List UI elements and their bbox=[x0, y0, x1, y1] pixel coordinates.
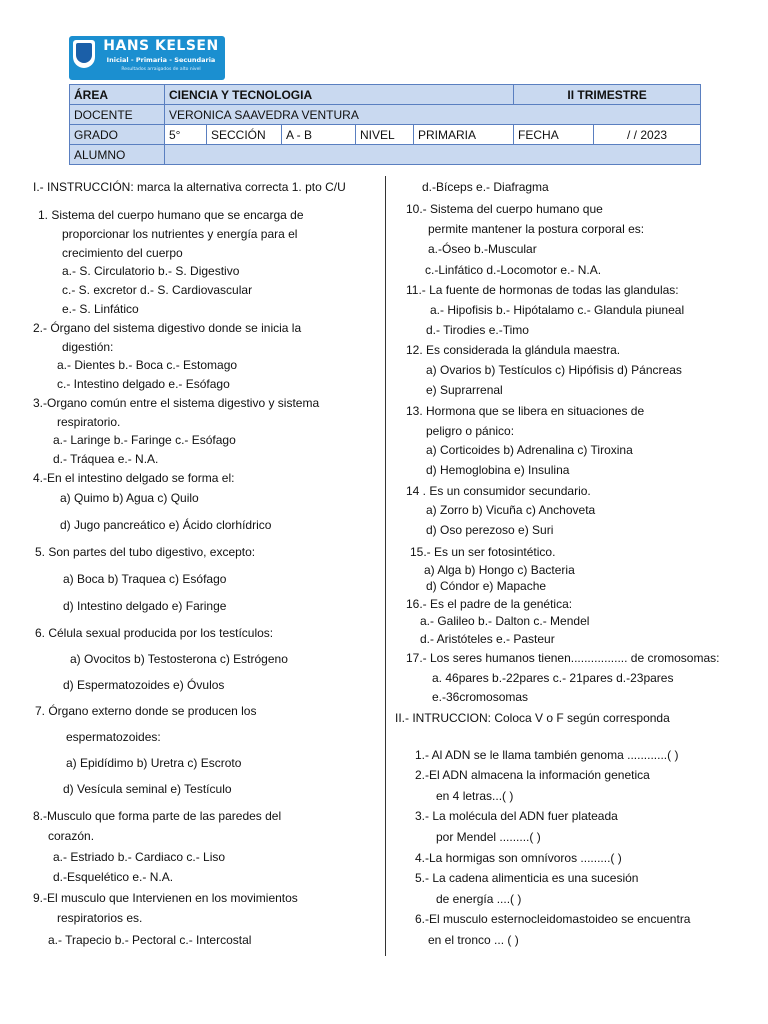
logo-title: HANS KELSEN bbox=[103, 38, 219, 54]
answer-options: a) Alga b) Hongo c) Bacteria bbox=[424, 563, 575, 577]
alumno-label: ALUMNO bbox=[70, 145, 165, 165]
column-divider bbox=[385, 176, 386, 956]
question-line: 2.- Órgano del sistema digestivo donde se inicia la bbox=[33, 321, 302, 335]
true-false-item: 1.- Al ADN se le llama también genoma ............( ) bbox=[415, 748, 679, 762]
answer-options: a.- Hipofisis b.- Hipótalamo c.- Glandula piuneal bbox=[430, 303, 685, 317]
question-line: peligro o pánico: bbox=[426, 424, 515, 438]
answer-options: e) Suprarrenal bbox=[426, 383, 503, 397]
answer-options: e.-36cromosomas bbox=[432, 690, 529, 704]
question-line: 5. Son partes del tubo digestivo, excepto: bbox=[35, 545, 256, 559]
area-value: CIENCIA Y TECNOLOGIA bbox=[165, 85, 514, 105]
answer-options: d) Oso perezoso e) Suri bbox=[426, 523, 554, 537]
school-logo bbox=[69, 36, 225, 80]
answer-options: d) Cóndor e) Mapache bbox=[426, 579, 547, 593]
header-table bbox=[69, 84, 701, 165]
question-line: permite mantener la postura corporal es: bbox=[428, 222, 645, 236]
answer-options: a) Corticoides b) Adrenalina c) Tiroxina bbox=[426, 443, 633, 457]
answer-options: a. 46pares b.-22pares c.- 21pares d.-23pares bbox=[432, 671, 674, 685]
answer-options: d) Jugo pancreático e) Ácido clorhídrico bbox=[60, 518, 272, 532]
question-line: 16.- Es el padre de la genética: bbox=[406, 597, 573, 611]
answer-options: d) Espermatozoides e) Óvulos bbox=[63, 678, 225, 692]
answer-options: c.- S. excretor d.- S. Cardiovascular bbox=[62, 283, 253, 297]
question-line: 1. Sistema del cuerpo humano que se encarga de bbox=[38, 208, 304, 222]
question-line: 3.-Organo común entre el sistema digestivo y sistema bbox=[33, 396, 320, 410]
answer-options: d.- Tráquea e.- N.A. bbox=[53, 452, 159, 466]
instruction-heading: I.- INSTRUCCIÓN: marca la alternativa correcta 1. pto C/U bbox=[33, 180, 346, 194]
question-line: digestión: bbox=[62, 340, 114, 354]
answer-options: a.-Óseo b.-Muscular bbox=[428, 242, 537, 256]
nivel-value: PRIMARIA bbox=[414, 125, 514, 145]
docente-label: DOCENTE bbox=[70, 105, 165, 125]
question-line: 7. Órgano externo donde se producen los bbox=[35, 704, 257, 718]
logo-slogan: Resultados arraigados de alto nivel bbox=[121, 67, 201, 72]
answer-options: d) Vesícula seminal e) Testículo bbox=[63, 782, 232, 796]
true-false-item: en 4 letras...( ) bbox=[436, 789, 514, 803]
true-false-item: por Mendel .........( ) bbox=[436, 830, 541, 844]
true-false-item: en el tronco ... ( ) bbox=[428, 933, 519, 947]
answer-options: a.- Galileo b.- Dalton c.- Mendel bbox=[420, 614, 590, 628]
grado-label: GRADO bbox=[70, 125, 165, 145]
question-line: 9.-El musculo que Intervienen en los movimientos bbox=[33, 891, 298, 905]
fecha-value[interactable]: / / 2023 bbox=[594, 125, 701, 145]
answer-options: d.- Aristóteles e.- Pasteur bbox=[420, 632, 555, 646]
area-label: ÁREA bbox=[70, 85, 165, 105]
answer-options: a.- S. Circulatorio b.- S. Digestivo bbox=[62, 264, 240, 278]
answer-options: d.- Tirodies e.-Timo bbox=[426, 323, 529, 337]
answer-options: e.- S. Linfático bbox=[62, 302, 139, 316]
fecha-label: FECHA bbox=[514, 125, 594, 145]
true-false-item: de energía ....( ) bbox=[436, 892, 522, 906]
question-line: 8.-Musculo que forma parte de las paredes del bbox=[33, 809, 282, 823]
answer-options: d.-Esquelético e.- N.A. bbox=[53, 870, 174, 884]
true-false-item: 5.- La cadena alimenticia es una sucesión bbox=[415, 871, 639, 885]
answer-options: a) Ovarios b) Testículos c) Hipófisis d) Páncreas bbox=[426, 363, 682, 377]
question-line: corazón. bbox=[48, 829, 95, 843]
question-line: crecimiento del cuerpo bbox=[62, 246, 183, 260]
answer-options: a.- Dientes b.- Boca c.- Estomago bbox=[57, 358, 238, 372]
question-line: 4.-En el intestino delgado se forma el: bbox=[33, 471, 235, 485]
question-line: 11.- La fuente de hormonas de todas las glandulas: bbox=[406, 283, 679, 297]
shield-icon bbox=[73, 40, 95, 68]
nivel-label: NIVEL bbox=[356, 125, 414, 145]
answer-options: a) Zorro b) Vicuña c) Anchoveta bbox=[426, 503, 596, 517]
question-line: 13. Hormona que se libera en situaciones de bbox=[406, 404, 645, 418]
true-false-item: 3.- La molécula del ADN fuer plateada bbox=[415, 809, 618, 823]
answer-options: d.-Bíceps e.- Diafragma bbox=[422, 180, 549, 194]
answer-options: a) Ovocitos b) Testosterona c) Estrógeno bbox=[70, 652, 288, 666]
answer-options: a) Boca b) Traquea c) Esófago bbox=[63, 572, 227, 586]
answer-options: a) Quimo b) Agua c) Quilo bbox=[60, 491, 199, 505]
true-false-item: 2.-El ADN almacena la información genetica bbox=[415, 768, 650, 782]
answer-options: d) Hemoglobina e) Insulina bbox=[426, 463, 570, 477]
true-false-item: 6.-El musculo esternocleidomastoideo se encuentra bbox=[415, 912, 691, 926]
answer-options: a.- Trapecio b.- Pectoral c.- Intercostal bbox=[48, 933, 252, 947]
answer-options: a.- Estriado b.- Cardiaco c.- Liso bbox=[53, 850, 226, 864]
true-false-item: 4.-La hormigas son omnívoros .........( ) bbox=[415, 851, 622, 865]
trimester-label: II TRIMESTRE bbox=[514, 85, 701, 105]
answer-options: a.- Laringe b.- Faringe c.- Esófago bbox=[53, 433, 236, 447]
docente-value: VERONICA SAAVEDRA VENTURA bbox=[165, 105, 701, 125]
question-line: respiratorio. bbox=[57, 415, 121, 429]
section-instruction: II.- INTRUCCION: Coloca V o F según corresponda bbox=[395, 711, 670, 725]
question-line: respiratorios es. bbox=[57, 911, 143, 925]
grado-value: 5° bbox=[165, 125, 207, 145]
answer-options: d) Intestino delgado e) Faringe bbox=[63, 599, 227, 613]
question-line: espermatozoides: bbox=[66, 730, 161, 744]
question-line: proporcionar los nutrientes y energía para el bbox=[62, 227, 298, 241]
answer-options: c.-Linfático d.-Locomotor e.- N.A. bbox=[425, 263, 602, 277]
question-line: 6. Célula sexual producida por los testículos: bbox=[35, 626, 274, 640]
alumno-field[interactable] bbox=[165, 145, 701, 165]
answer-options: c.- Intestino delgado e.- Esófago bbox=[57, 377, 230, 391]
question-line: 14 . Es un consumidor secundario. bbox=[406, 484, 591, 498]
question-line: 10.- Sistema del cuerpo humano que bbox=[406, 202, 603, 216]
question-line: 12. Es considerada la glándula maestra. bbox=[406, 343, 621, 357]
question-line: 15.- Es un ser fotosintético. bbox=[410, 545, 556, 559]
answer-options: a) Epidídimo b) Uretra c) Escroto bbox=[66, 756, 242, 770]
seccion-label: SECCIÓN bbox=[207, 125, 282, 145]
question-line: 17.- Los seres humanos tienen................. de cromosomas: bbox=[406, 651, 720, 665]
seccion-value: A - B bbox=[282, 125, 356, 145]
logo-subtitle: Inicial - Primaria - Secundaria bbox=[106, 56, 216, 64]
